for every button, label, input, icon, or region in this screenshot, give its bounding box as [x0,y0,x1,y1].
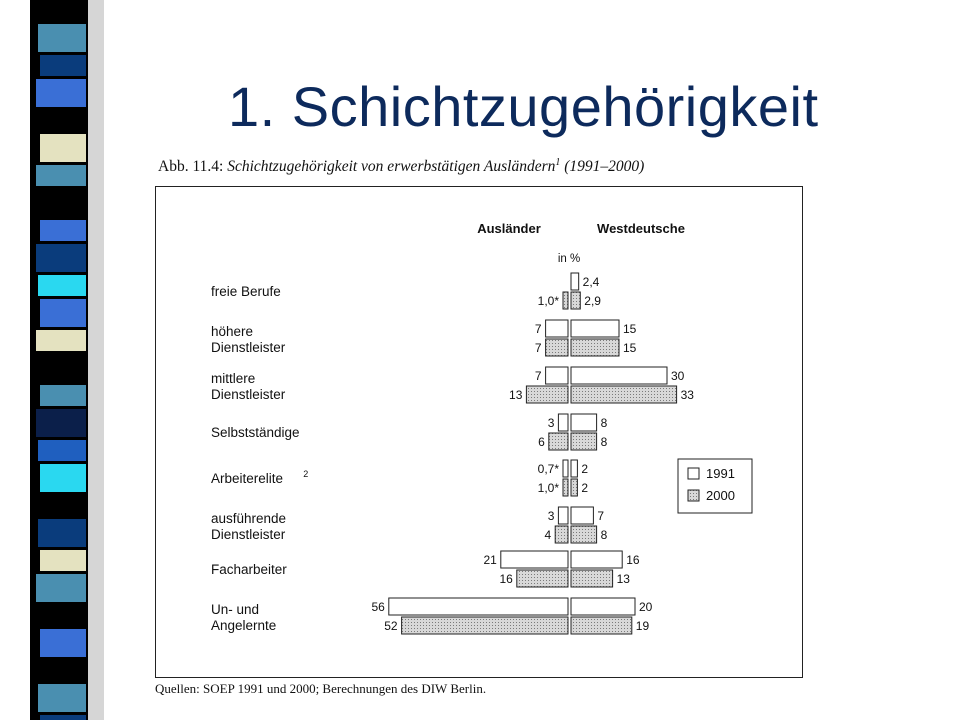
category-label: mittlere [211,371,256,386]
category-group [211,551,640,587]
bar-auslaender-2000 [402,617,568,634]
bar-auslaender-1991 [558,414,568,431]
legend [678,459,752,513]
stripe-block [36,244,86,272]
stripe-block [38,24,86,52]
left-group-label: Ausländer [477,221,541,236]
unit-label: in % [557,253,581,265]
bar-auslaender-1991 [546,367,568,384]
bar-westdeutsche-1991 [571,460,577,477]
bar-auslaender-2000 [517,570,568,587]
category-label: ausführende [211,511,287,526]
bar-auslaender-1991 [558,507,568,524]
stripe-block [38,684,86,712]
stripe-block [40,385,86,406]
category-footnote-mark: 2 [303,469,309,479]
bar-westdeutsche-1991 [571,598,635,615]
value-label-auslaender: 52 [384,619,398,633]
value-label-westdeutsche: 30 [671,369,685,383]
category-label: Un- und [211,602,260,617]
value-label-westdeutsche: 2 [581,481,589,495]
caption-years: (1991–2000) [564,158,645,176]
value-label-auslaender: 3 [547,416,555,430]
stripe-block [38,605,86,626]
category-label: höhere [211,324,254,339]
caption-footnote-mark: 1 [555,157,561,168]
right-group-label: Westdeutsche [597,221,685,236]
stripe-block [38,440,86,461]
category-label: Facharbeiter [211,562,287,577]
category-group [211,507,608,543]
value-label-westdeutsche: 8 [600,416,608,430]
value-label-westdeutsche: 19 [635,619,650,633]
legend-label: 2000 [706,488,735,503]
stripe-block [40,464,86,492]
bar-auslaender-2000 [563,479,568,496]
value-label-auslaender: 16 [499,572,513,586]
value-label-auslaender: 0,7* [537,462,559,476]
value-label-auslaender: 56 [371,600,385,614]
value-label-auslaender: 13 [509,388,523,402]
stripe-block [40,220,86,241]
category-group [211,598,653,634]
value-label-westdeutsche: 8 [600,528,608,542]
stripe-block [38,354,86,382]
legend-swatch [688,468,699,479]
bar-westdeutsche-2000 [571,479,577,496]
value-label-auslaender: 7 [534,369,542,383]
category-label: Selbstständige [211,425,300,440]
category-group [211,367,694,403]
value-label-auslaender: 6 [538,435,545,449]
bar-auslaender-2000 [555,526,568,543]
category-label: Arbeiterelite [211,471,284,486]
value-label-westdeutsche: 8 [600,435,608,449]
bar-westdeutsche-1991 [571,414,597,431]
stripe-block [36,495,86,516]
value-label-westdeutsche: 7 [597,509,605,523]
value-label-auslaender: 4 [544,528,552,542]
bar-auslaender-2000 [546,339,568,356]
category-group [211,414,608,450]
value-label-auslaender: 1,0* [537,481,559,495]
bar-westdeutsche-2000 [571,386,677,403]
bar-auslaender-1991 [563,460,568,477]
bar-westdeutsche-2000 [571,617,632,634]
stripe-block [38,519,86,547]
bar-auslaender-1991 [546,320,568,337]
category-group [211,273,601,309]
bar-westdeutsche-1991 [571,320,619,337]
stripe-block [36,165,86,186]
bar-westdeutsche-2000 [571,526,597,543]
stripe-block [40,550,86,571]
category-group [211,320,637,356]
value-label-westdeutsche: 33 [680,388,694,402]
value-label-auslaender: 3 [547,509,555,523]
legend-label: 1991 [706,466,735,481]
value-label-auslaender: 21 [483,553,497,567]
category-label: freie Berufe [211,284,281,299]
value-label-auslaender: 1,0* [537,294,559,308]
caption-prefix: Abb. 11.4: [158,158,224,176]
stripe-block [36,0,86,21]
stripe-block [40,715,86,720]
category-label: Dienstleister [211,340,286,355]
bar-westdeutsche-2000 [571,339,619,356]
slide-title: 1. Schichtzugehörigkeit [228,75,819,138]
bar-auslaender-2000 [526,386,568,403]
bar-auslaender-2000 [563,292,568,309]
bar-auslaender-1991 [501,551,568,568]
category-label: Dienstleister [211,387,286,402]
stripe-block [40,299,86,327]
value-label-westdeutsche: 13 [616,572,630,586]
value-label-westdeutsche: 15 [623,341,637,355]
category-label: Dienstleister [211,527,286,542]
value-label-westdeutsche: 2,9 [584,294,601,308]
value-label-westdeutsche: 15 [623,322,637,336]
value-label-westdeutsche: 2 [581,462,589,476]
bar-auslaender-1991 [389,598,568,615]
value-label-auslaender: 7 [534,341,542,355]
stripe-block [36,409,86,437]
chart-frame [155,186,803,678]
pyramid-chart [156,187,802,677]
sources-note: Quellen: SOEP 1991 und 2000; Berechnungen des DIW Berlin. [155,681,487,696]
figure-caption [158,157,644,176]
bar-westdeutsche-2000 [571,292,580,309]
stripe-block [36,79,86,107]
bar-westdeutsche-1991 [571,551,622,568]
value-label-westdeutsche: 2,4 [582,275,600,289]
decorative-stripe [0,0,110,720]
stripe-block [36,660,86,681]
bar-westdeutsche-1991 [571,367,667,384]
bar-auslaender-2000 [549,433,568,450]
caption-text: Schichtzugehörigkeit von erwerbstätigen Ausländern [227,158,556,176]
stripe-block [36,574,86,602]
stripe-block [38,189,86,217]
bar-westdeutsche-1991 [571,507,593,524]
bar-westdeutsche-2000 [571,433,597,450]
category-group [211,460,588,496]
stripe-block [38,110,86,131]
category-label: Angelernte [211,618,277,633]
bar-westdeutsche-2000 [571,570,613,587]
stripe-block [40,629,86,657]
value-label-auslaender: 7 [534,322,542,336]
value-label-westdeutsche: 16 [626,553,640,567]
value-label-westdeutsche: 20 [639,600,653,614]
stripe-block [40,55,86,76]
stripe-block [40,134,86,162]
stripe-block [38,275,86,296]
bar-westdeutsche-1991 [571,273,579,290]
stripe-shadow [88,0,104,720]
stripe-block [36,330,86,351]
legend-swatch [688,490,699,501]
